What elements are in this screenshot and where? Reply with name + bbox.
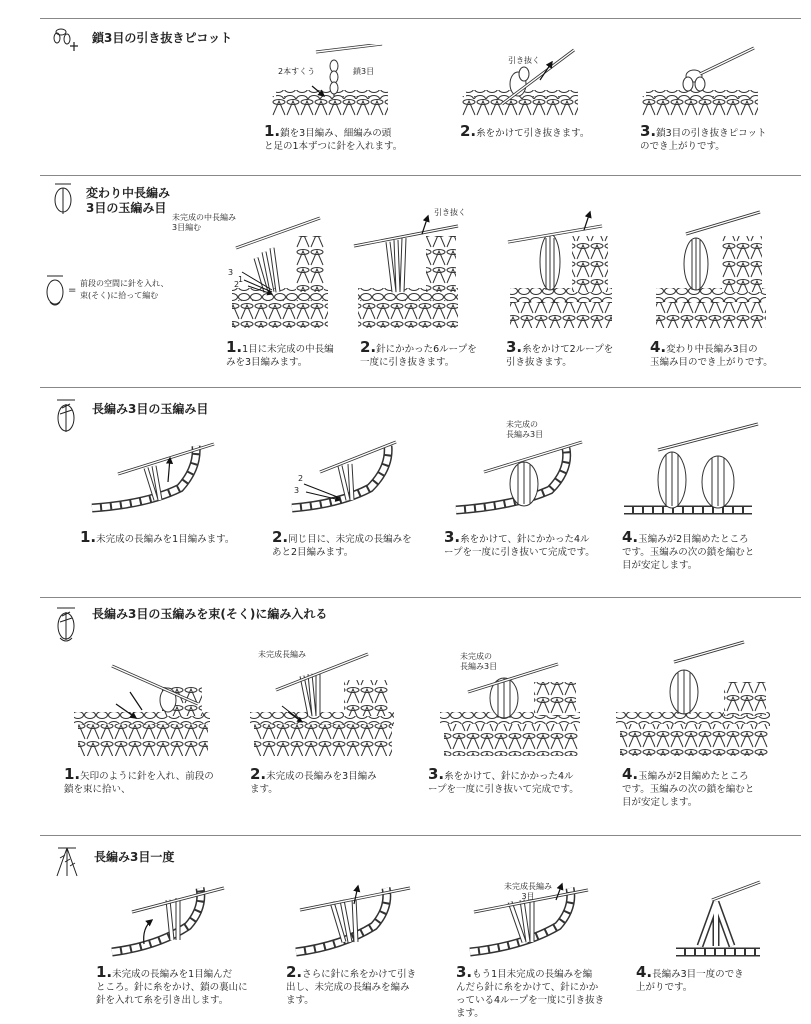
picot-symbol-icon <box>52 24 82 54</box>
step-caption: 4.変わり中長編み3目の 玉編み目のでき上がりです。 <box>650 338 773 368</box>
section-title: 長編み3目の玉編み目 <box>92 402 209 416</box>
step-number-label: 3 <box>294 486 300 495</box>
step-caption: 2.針にかかった6ループを 一度に引き抜きます。 <box>360 338 477 368</box>
step-caption: 3.糸をかけて、針にかかった4ル ープを一度に引き抜いて完成です。 <box>428 765 579 795</box>
step-caption: 1.未完成の長編みを1目編んだ ところ。針に糸をかけ、鎖の裏山に 針を入れて糸を引き出します。 <box>96 963 248 1006</box>
step-illustration <box>672 880 764 960</box>
annotation-label: 鎖3目 <box>353 67 375 76</box>
annotation-label: 引き抜く <box>434 208 466 217</box>
puff-variant-symbol-icon <box>44 272 66 308</box>
step-illustration <box>226 212 334 330</box>
section-divider <box>40 387 801 388</box>
step-caption: 1.鎖を3目編み、細編みの頭 と足の1本ずつに針を入れます。 <box>264 122 403 152</box>
section-divider <box>40 597 801 598</box>
puff-stitch-symbol-icon <box>52 180 74 216</box>
step-number-label: 3 <box>228 268 234 277</box>
step-illustration <box>614 640 772 758</box>
step-number-label: 2 <box>298 474 304 483</box>
side-note: 前段の空間に針を入れ、 束(そく)に拾って編む <box>80 279 169 300</box>
step-caption: 4.長編み3目一度のでき 上がりです。 <box>636 963 744 993</box>
section-title: 長編み3目一度 <box>94 850 175 864</box>
step-illustration <box>292 880 414 960</box>
step-illustration <box>438 660 582 758</box>
annotation-label: 未完成長編み 3目 <box>504 882 552 901</box>
step-illustration <box>108 880 228 960</box>
annotation-label: 未完成の 長編み3目 <box>506 420 544 439</box>
section-divider <box>40 835 801 836</box>
step-illustration <box>272 44 392 118</box>
step-caption: 4.玉編みが2目編めたところ です。玉編みの次の鎖を編むと 目が安定します。 <box>622 765 755 808</box>
step-illustration <box>506 206 616 330</box>
step-caption: 3.もう1目未完成の長編みを編 んだら針に糸をかけて、針にかか っている4ループを一度に引き抜き ます。 <box>456 963 605 1019</box>
step-caption: 3.糸をかけて、針にかかった4ル ープを一度に引き抜いて完成です。 <box>444 528 595 558</box>
step-illustration <box>652 206 770 330</box>
dc3tog-symbol-icon <box>54 844 80 878</box>
annotation-label: 未完成の 長編み3目 <box>460 652 498 671</box>
step-illustration <box>454 436 584 518</box>
annotation-label: 未完成の中長編み 3目編む <box>172 213 236 232</box>
step-caption: 2.未完成の長編みを3目編み ます。 <box>250 765 377 795</box>
step-caption: 2.さらに針に糸をかけて引き 出し、未完成の長編みを編み ます。 <box>286 963 417 1006</box>
step-illustration <box>290 428 400 518</box>
step-illustration <box>72 650 212 758</box>
section-divider <box>40 175 801 176</box>
step-caption: 1.1目に未完成の中長編 みを3目編みます。 <box>226 338 334 368</box>
section-divider <box>40 18 801 19</box>
step-caption: 1.未完成の長編みを1目編みます。 <box>80 528 235 546</box>
step-illustration <box>348 212 468 330</box>
step-number-label: 1 <box>238 275 244 284</box>
step-caption: 2.糸をかけて引き抜きます。 <box>460 122 590 140</box>
step-caption: 1.矢印のように針を入れ、前段の 鎖を束に拾い、 <box>64 765 214 795</box>
annotation-label: 2本すくう <box>278 67 316 76</box>
step-illustration <box>642 44 762 118</box>
step-caption: 3.糸をかけて2ループを 引き抜きます。 <box>506 338 614 368</box>
section-title: 変わり中長編み 3目の玉編み目 <box>86 186 171 215</box>
step-illustration <box>88 428 218 518</box>
step-illustration <box>622 420 762 518</box>
section-title: 長編み3目の玉編みを束(そく)に編み入れる <box>92 607 328 621</box>
step-caption: 3.鎖3目の引き抜きピコット のでき上がりです。 <box>640 122 767 152</box>
bobble-in-space-symbol-icon <box>54 604 78 644</box>
equals-sign: = <box>68 285 77 296</box>
annotation-label: 引き抜く <box>508 56 540 65</box>
step-illustration <box>248 650 396 758</box>
step-number-label: 2 <box>234 280 240 289</box>
step-caption: 2.同じ目に、未完成の長編みを あと2目編みます。 <box>272 528 412 558</box>
annotation-label: 未完成長編み <box>258 650 306 659</box>
step-caption: 4.玉編みが2目編めたところ です。玉編みの次の鎖を編むと 目が安定します。 <box>622 528 755 571</box>
section-title: 鎖3目の引き抜きピコット <box>92 31 233 45</box>
bobble-symbol-icon <box>54 396 78 434</box>
